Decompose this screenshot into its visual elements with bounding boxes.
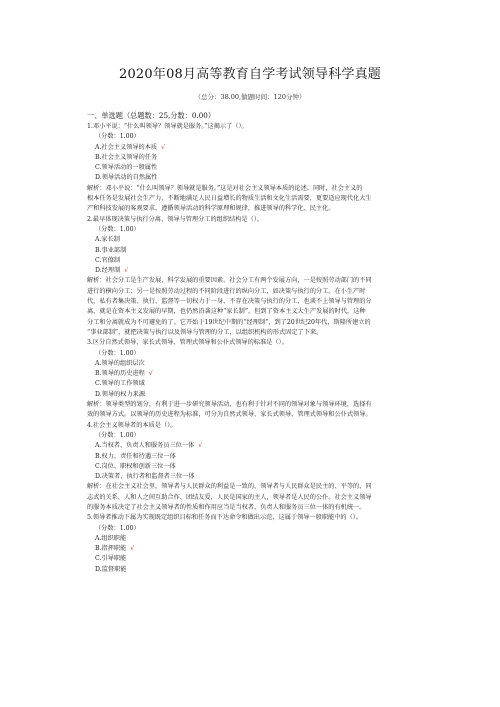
page-title: 2020年08月高等教育自学考试领导科学真题 — [118, 67, 382, 82]
analysis-line: 代，私有者集决策、执行、监督等一切权力于一身，不存在决策与执行的分工，也谈不上领导与管理的分 — [87, 298, 372, 306]
option-d: D.监督职能 — [95, 565, 127, 573]
option-c: C.引导职能 — [95, 555, 127, 563]
option-c: C.官僚制 — [95, 256, 121, 264]
option-a: A.组织职能 — [95, 534, 127, 542]
page-subtitle: （总分：38.00,做题时间：120分钟） — [194, 93, 306, 101]
correct-answer-mark: √ — [148, 370, 153, 378]
exam-content — [87, 110, 427, 575]
option-a: A.当权者、负责人和服务员三位一体 √ — [95, 442, 203, 450]
correct-answer-mark: √ — [161, 143, 166, 151]
question-stem: 5.领导者推动下属为实现既定组织目标和任务而下达命令和做出示范，这属于领导一般职能中的（）。 — [87, 514, 363, 522]
analysis-line: 解析：邓小平说：“什么叫领导？领导就是服务。”这是对社会主义领导本质的论述。同时，社会主义的 — [87, 184, 363, 192]
option-d: D.领导的权力来源 — [95, 390, 146, 398]
question-stem: 3.区分自然式领导、家长式领导、管理式领导和公仆式领导的标准是（）。 — [87, 339, 288, 347]
option-c: C.领导活动的一般属性 — [95, 164, 158, 172]
analysis-line: 解析：领导类型的划分，有利于进一步研究领导活动，也有利于针对不同的领导对象与领导环境，选择有 — [87, 401, 372, 409]
analysis-line: 产和科技发展的客观要求，遵循领导活动的科学原理和规律，推进领导的科学化、民主化。 — [87, 205, 335, 213]
question-5 — [87, 513, 427, 575]
question-4 — [87, 421, 427, 514]
option-b: B.领导的历史进程 √ — [95, 370, 153, 378]
option-b: B.权力、责任和待遇三位一体 — [95, 452, 176, 460]
question-score: （分数：1.00） — [95, 133, 140, 141]
analysis-line: 根本任务是发展社会生产力，不断地满足人民日益增长的物质生活和文化生活需要，更要适应现代化大生 — [87, 195, 372, 203]
question-score: （分数：1.00） — [95, 225, 140, 233]
analysis-line: 解析：在社会主义社会里，领导者与人民群众的利益是一致的，领导者与人民群众是民主的、平等的、同 — [87, 483, 372, 491]
option-d: D.决策者、执行者和监督者三位一体 — [95, 473, 195, 481]
section-heading: 一、单选题（总题数：25,分数：0.00） — [87, 111, 216, 120]
option-a: A.社会主义领导的本质 √ — [95, 143, 166, 151]
option-d: D.领导活动的自然属性 — [95, 174, 158, 182]
question-score: （分数：1.00） — [95, 349, 140, 357]
analysis-line: 的服务本质决定了社会主义领导者的性质和作用应当是当权者、负责人和服务员三位一体的有机统一。 — [87, 503, 366, 511]
option-b: B.社会主义领导的任务 — [95, 153, 158, 161]
option-a: A.家长制 — [95, 236, 120, 244]
question-score: （分数：1.00） — [95, 431, 140, 439]
correct-answer-mark: √ — [198, 442, 203, 450]
option-a: A.领导的组织层次 — [95, 359, 145, 367]
option-b: B.指挥职能 √ — [95, 545, 135, 553]
question-stem: 2.最早体现决策与执行分离、领导与管理分工的组织结构是（）。 — [87, 215, 264, 223]
analysis-line: 志式的关系，人和人之间互助合作、团结友爱，人民是国家的主人，领导者是人民的公仆。社会主义领导 — [87, 493, 372, 501]
question-stem: 4.社会主义领导者的本质是（）。 — [87, 421, 177, 429]
question-3 — [87, 338, 427, 420]
correct-answer-mark: √ — [124, 267, 129, 275]
analysis-line: 进行的横向分工；另一是按照劳动过程的不同阶段进行的纵向分工，如决策与执行的分工。在小生产时 — [87, 287, 366, 295]
analysis-line: 解析：社会分工是生产发展、科学发展的重要因素。社会分工有两个发展方向，一是按照劳动部门的不同 — [87, 277, 372, 285]
analysis-line: 分工和分离就成为不可避免的了。它开始于19世纪中期的“经理制”，到了20世纪20年代，斯隆所建立的 — [87, 318, 371, 326]
question-1 — [87, 122, 427, 215]
correct-answer-mark: √ — [130, 545, 135, 553]
question-stem: 1.邓小平说：“什么叫领导？领导就是服务。”这揭示了（）。 — [87, 123, 248, 130]
option-d: D.经理制 √ — [95, 267, 129, 275]
analysis-line: 效的领导方式。以领导的历史进程为标准，可分为自然式领导、家长式领导、管理式领导和公仆式领导。 — [87, 411, 372, 419]
analysis-line: “事业部制”，就把决策与执行以及领导与管理的分工，以组织机构的形式固定了下来。 — [87, 328, 323, 336]
option-c: C.领导的工作领域 — [95, 380, 145, 388]
question-2 — [87, 215, 427, 339]
question-score: （分数：1.00） — [95, 524, 140, 532]
option-b: B.事业部制 — [95, 246, 127, 254]
analysis-line: 离，就是在资本主义发展的早期，也仍然沿袭这种“家长制”。但到了资本主义大生产发展的时代，这种 — [87, 308, 366, 316]
option-c: C.岗位、职权和创新三位一体 — [95, 462, 176, 470]
